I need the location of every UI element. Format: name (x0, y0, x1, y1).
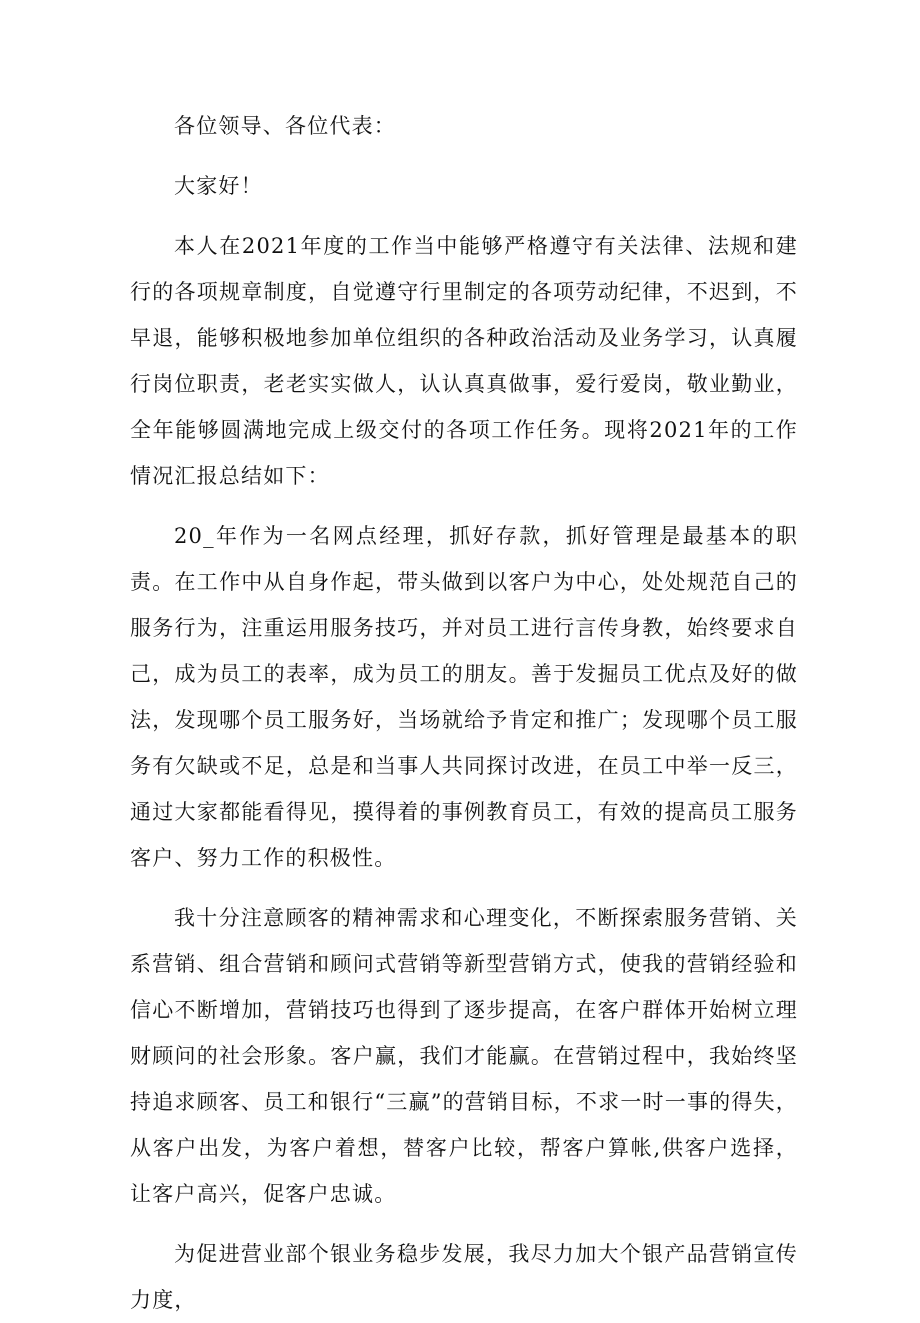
paragraph-marketing: 我十分注意顾客的精神需求和心理变化，不断探索服务营销、关系营销、组合营销和顾问式营销等新型营销方式，使我的营销经验和信心不断增加，营销技巧也得到了逐步提高，在客户群体开始树立理财顾问的社会形象。客户赢，我们才能赢。在营销过程中，我始终坚持追求顾客、员工和银行“三赢”的营销目标，不求一时一事的得失，从客户出发，为客户着想，替客户比较，帮客户算帐,供客户选择，让客户高兴，促客户忠诚。 (130, 906, 798, 1206)
paragraph-work-summary: 本人在2021年度的工作当中能够严格遵守有关法律、法规和建行的各项规章制度，自觉遵守行里制定的各项劳动纪律，不迟到，不早退，能够积极地参加单位组织的各种政治活动及业务学习，认真履行岗位职责，老老实实做人，认认真真做事，爱行爱岗，敬业勤业，全年能够圆满地完成上级交付的各项工作任务。现将2021年的工作情况汇报总结如下： (130, 234, 798, 488)
document-body (130, 103, 798, 1323)
salutation-line: 大家好！ (174, 174, 263, 198)
paragraph-personal-banking: 为促进营业部个银业务稳步发展，我尽力加大个银产品营销宣传力度， (130, 1242, 798, 1312)
greeting-line: 各位领导、各位代表： (174, 114, 396, 138)
paragraph-branch-manager: 20_年作为一名网点经理，抓好存款，抓好管理是最基本的职责。在工作中从自身作起，带头做到以客户为中心，处处规范自己的服务行为，注重运用服务技巧，并对员工进行言传身教，始终要求自己，成为员工的表率，成为员工的朋友。善于发掘员工优点及好的做法，发现哪个员工服务好，当场就给予肯定和推广；发现哪个员工服务有欠缺或不足，总是和当事人共同探讨改进，在员工中举一反三，通过大家都能看得见，摸得着的事例教育员工，有效的提高员工服务客户、努力工作的积极性。 (130, 524, 798, 870)
